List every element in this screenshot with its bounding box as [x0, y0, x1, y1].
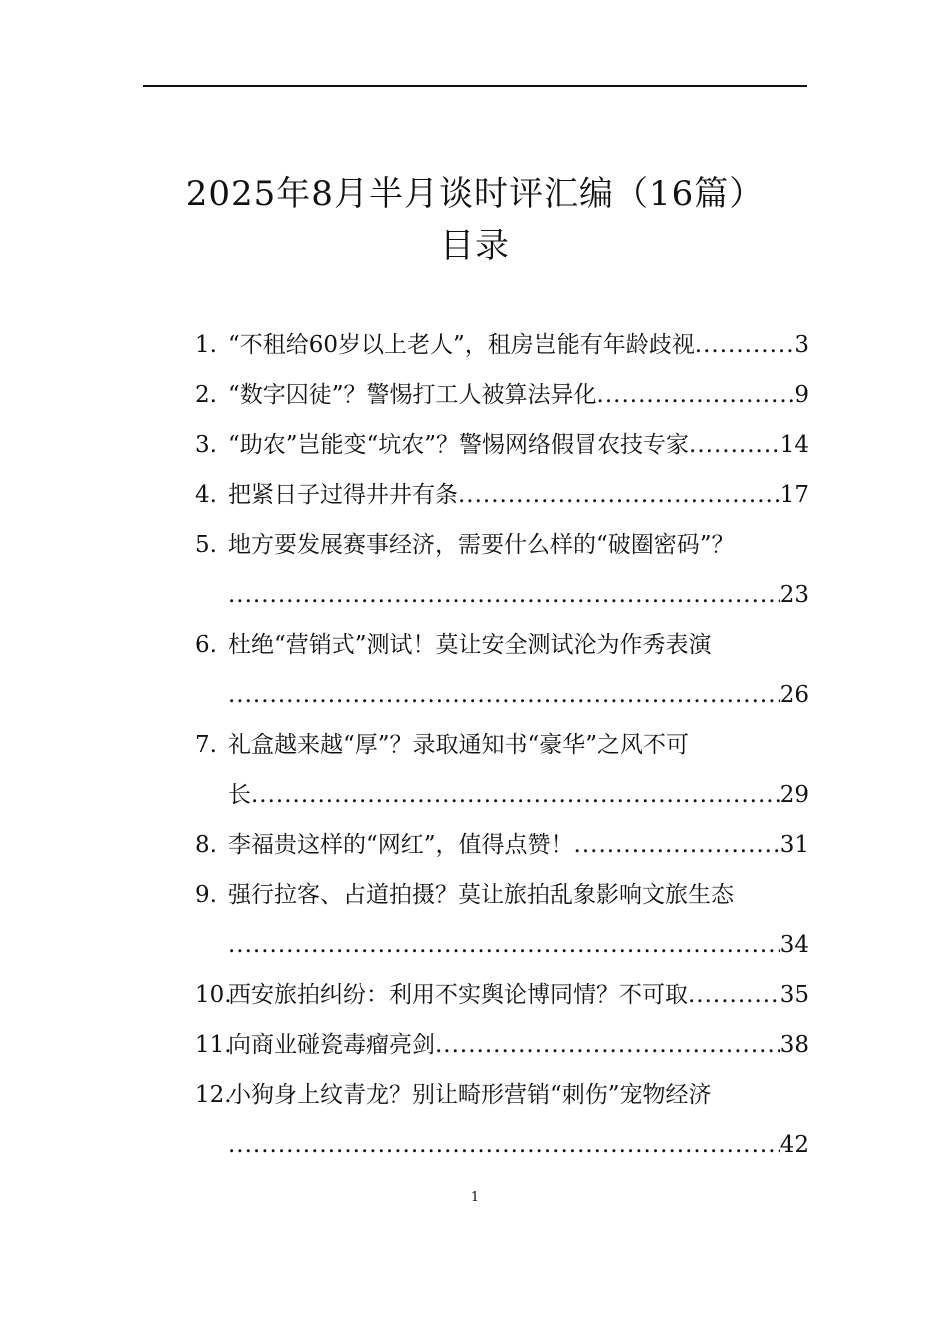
- toc-entry-title[interactable]: 杜绝“营销式”测试！莫让安全测试沦为作秀表演: [228, 632, 712, 658]
- toc-entry-number: 10.: [195, 982, 232, 1008]
- toc-entry[interactable]: [195, 720, 809, 820]
- toc-entry-title[interactable]: “数字囚徒”？警惕打工人被算法异化: [228, 382, 597, 408]
- toc-entry-title[interactable]: “不租给60岁以上老人”，租房岂能有年龄歧视: [228, 332, 695, 358]
- toc-heading: 目录: [440, 226, 510, 266]
- toc-entry-page[interactable]: 35: [779, 982, 809, 1008]
- header-rule: [143, 85, 807, 87]
- toc-entry-page[interactable]: 17: [779, 482, 809, 508]
- toc-entry[interactable]: [195, 820, 809, 870]
- toc-leader-dots: [228, 670, 780, 720]
- toc-entry-page[interactable]: 9: [794, 382, 809, 408]
- toc-entry-title[interactable]: 李福贵这样的“网红”，值得点赞！: [228, 832, 574, 858]
- toc-entry-title[interactable]: 小狗身上纹青龙？别让畸形营销“刺伤”宠物经济: [228, 1082, 712, 1108]
- toc-entry-page[interactable]: 3: [794, 332, 809, 358]
- toc-entry-title[interactable]: “助农”岂能变“坑农”？警惕网络假冒农技专家: [228, 432, 690, 458]
- toc-leader-dots: [688, 970, 780, 1020]
- toc-entry-title[interactable]: 把紧日子过得井井有条: [228, 482, 458, 508]
- toc-entry-number: 5.: [195, 532, 217, 558]
- toc-entry-page[interactable]: 29: [779, 782, 809, 808]
- toc-entry-title[interactable]: 向商业碰瓷毒瘤亮剑: [228, 1032, 435, 1058]
- toc-entry[interactable]: [195, 320, 809, 370]
- toc-entry-title[interactable]: 礼盒越来越“厚”？录取通知书“豪华”之风不可: [228, 732, 690, 758]
- toc-entry-number: 4.: [195, 482, 217, 508]
- toc-entry-number: 1.: [195, 332, 217, 358]
- toc-entry[interactable]: [195, 470, 809, 520]
- toc-entry[interactable]: [195, 870, 809, 970]
- toc-entry-title[interactable]: 地方要发展赛事经济，需要什么样的“破圈密码”？: [228, 532, 735, 558]
- toc-entry-number: 11.: [195, 1032, 232, 1058]
- toc-entry-page[interactable]: 26: [779, 682, 809, 708]
- toc-leader-dots: [228, 1120, 780, 1170]
- toc-entry-number: 8.: [195, 832, 217, 858]
- toc-leader-dots: [435, 1020, 780, 1070]
- document-title: 2025年8月半月谈时评汇编（16篇）: [185, 174, 765, 214]
- toc-entry[interactable]: [195, 620, 809, 720]
- toc-entry-page[interactable]: 38: [779, 1032, 809, 1058]
- page-number: 1: [470, 1190, 480, 1205]
- toc-entry-page[interactable]: 23: [779, 582, 809, 608]
- toc-entry-number: 7.: [195, 732, 217, 758]
- toc-entry-page[interactable]: 42: [779, 1132, 809, 1158]
- toc-entry[interactable]: [195, 420, 809, 470]
- toc-leader-dots: [597, 370, 795, 420]
- toc-leader-dots: [228, 570, 780, 620]
- toc-entry-title-continued[interactable]: 长: [228, 782, 251, 808]
- toc-leader-dots: [251, 770, 780, 820]
- table-of-contents: [195, 320, 809, 1170]
- toc-entry-number: 12.: [195, 1082, 232, 1108]
- toc-entry[interactable]: [195, 1070, 809, 1170]
- toc-entry-number: 9.: [195, 882, 217, 908]
- toc-entry[interactable]: [195, 520, 809, 620]
- toc-entry-title[interactable]: 西安旅拍纠纷：利用不实舆论博同情？不可取: [228, 982, 688, 1008]
- toc-leader-dots: [695, 320, 795, 370]
- toc-leader-dots: [574, 820, 780, 870]
- toc-entry[interactable]: [195, 970, 809, 1020]
- toc-entry[interactable]: [195, 1020, 809, 1070]
- toc-entry-page[interactable]: 14: [779, 432, 809, 458]
- toc-entry-page[interactable]: 31: [779, 832, 809, 858]
- toc-entry-title[interactable]: 强行拉客、占道拍摄？莫让旅拍乱象影响文旅生态: [228, 882, 734, 908]
- toc-leader-dots: [228, 920, 780, 970]
- toc-entry-page[interactable]: 34: [779, 932, 809, 958]
- toc-entry-number: 6.: [195, 632, 217, 658]
- toc-entry[interactable]: [195, 370, 809, 420]
- toc-leader-dots: [458, 470, 780, 520]
- toc-entry-number: 2.: [195, 382, 217, 408]
- toc-entry-number: 3.: [195, 432, 217, 458]
- toc-leader-dots: [689, 420, 780, 470]
